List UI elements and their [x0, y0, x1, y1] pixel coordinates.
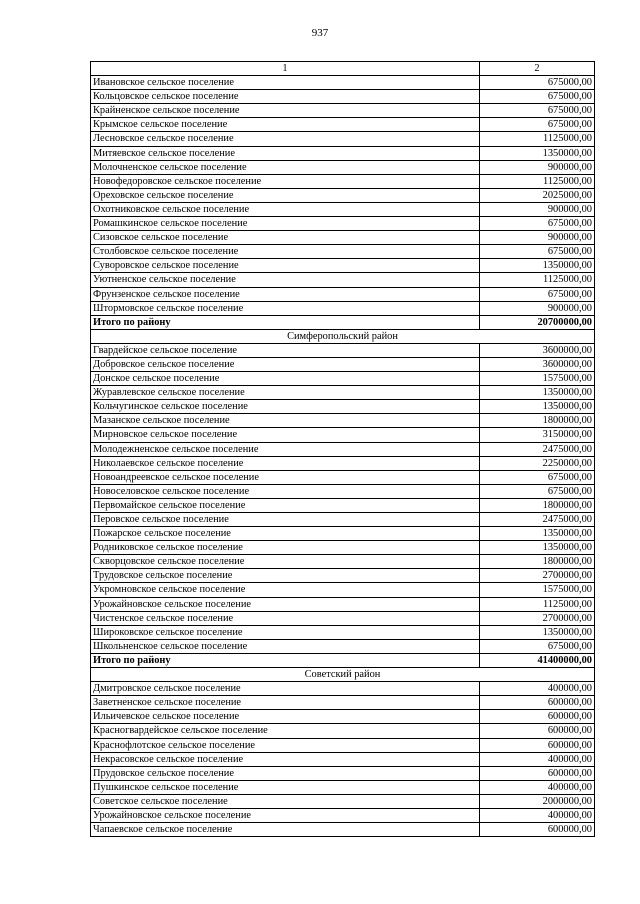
settlement-row: [91, 400, 595, 414]
settlement-amount: 675000,00: [480, 104, 595, 118]
settlement-name: Гвардейское сельское поселение: [91, 343, 480, 357]
settlement-name: Урожайновское сельское поселение: [91, 597, 480, 611]
settlement-name: Столбовское сельское поселение: [91, 245, 480, 259]
settlement-row: [91, 188, 595, 202]
settlement-amount: 600000,00: [480, 766, 595, 780]
settlement-name: Журавлевское сельское поселение: [91, 386, 480, 400]
settlement-row: [91, 456, 595, 470]
settlement-row: [91, 555, 595, 569]
settlement-name: Трудовское сельское поселение: [91, 569, 480, 583]
settlement-name: Пожарское сельское поселение: [91, 527, 480, 541]
settlement-row: [91, 470, 595, 484]
settlement-name: Перовское сельское поселение: [91, 513, 480, 527]
settlement-amount: 1800000,00: [480, 414, 595, 428]
settlement-row: [91, 231, 595, 245]
settlement-name: Краснофлотское сельское поселение: [91, 738, 480, 752]
settlement-row: [91, 682, 595, 696]
settlement-name: Молодежненское сельское поселение: [91, 442, 480, 456]
settlement-amount: 1125000,00: [480, 132, 595, 146]
settlement-name: Новоселовское сельское поселение: [91, 484, 480, 498]
settlement-name: Широковское сельское поселение: [91, 625, 480, 639]
settlement-amount: 900000,00: [480, 160, 595, 174]
settlement-amount: 1350000,00: [480, 527, 595, 541]
settlement-name: Ореховское сельское поселение: [91, 188, 480, 202]
settlement-row: [91, 597, 595, 611]
settlement-row: [91, 484, 595, 498]
settlement-name: Советское сельское поселение: [91, 794, 480, 808]
settlement-amount: 3600000,00: [480, 343, 595, 357]
settlement-amount: 1125000,00: [480, 273, 595, 287]
settlement-row: [91, 583, 595, 597]
settlement-name: Пушкинское сельское поселение: [91, 780, 480, 794]
settlement-amount: 2475000,00: [480, 513, 595, 527]
settlement-amount: 1350000,00: [480, 146, 595, 160]
settlement-row: [91, 343, 595, 357]
total-amount: 20700000,00: [480, 315, 595, 329]
settlement-amount: 675000,00: [480, 484, 595, 498]
settlement-name: Крайненское сельское поселение: [91, 104, 480, 118]
settlement-name: Молочненское сельское поселение: [91, 160, 480, 174]
settlement-row: [91, 794, 595, 808]
settlement-name: Красногвардейское сельское поселение: [91, 724, 480, 738]
page-number: 937: [311, 27, 329, 39]
settlement-name: Чапаевское сельское поселение: [91, 823, 480, 837]
settlement-name: Кольцовское сельское поселение: [91, 90, 480, 104]
settlement-name: Мазанское сельское поселение: [91, 414, 480, 428]
settlement-row: [91, 527, 595, 541]
settlement-amount: 1575000,00: [480, 583, 595, 597]
settlement-name: Ильичевское сельское поселение: [91, 710, 480, 724]
settlement-row: [91, 245, 595, 259]
settlement-name: Донское сельское поселение: [91, 372, 480, 386]
table-header-row: [91, 62, 595, 76]
settlement-amount: 1125000,00: [480, 597, 595, 611]
settlement-amount: 400000,00: [480, 808, 595, 822]
settlement-amount: 3600000,00: [480, 357, 595, 371]
settlement-row: [91, 76, 595, 90]
settlement-name: Школьненское сельское поселение: [91, 639, 480, 653]
settlement-amount: 1350000,00: [480, 541, 595, 555]
district-section-row: [91, 668, 595, 682]
settlement-row: [91, 202, 595, 216]
settlement-row: [91, 259, 595, 273]
settlement-row: [91, 160, 595, 174]
settlement-name: Чистенское сельское поселение: [91, 611, 480, 625]
settlement-row: [91, 710, 595, 724]
settlement-amount: 400000,00: [480, 780, 595, 794]
settlement-amount: 1350000,00: [480, 400, 595, 414]
settlement-name: Дмитровское сельское поселение: [91, 682, 480, 696]
settlement-row: [91, 696, 595, 710]
settlement-name: Сизовское сельское поселение: [91, 231, 480, 245]
settlement-row: [91, 724, 595, 738]
settlement-row: [91, 442, 595, 456]
settlement-amount: 2700000,00: [480, 569, 595, 583]
settlement-row: [91, 766, 595, 780]
district-name: Симферопольский район: [91, 329, 595, 343]
settlement-name: Урожайновское сельское поселение: [91, 808, 480, 822]
settlement-amount: 400000,00: [480, 682, 595, 696]
settlement-name: Мирновское сельское поселение: [91, 428, 480, 442]
settlement-name: Родниковское сельское поселение: [91, 541, 480, 555]
settlement-row: [91, 823, 595, 837]
settlement-amount: 600000,00: [480, 823, 595, 837]
settlement-row: [91, 372, 595, 386]
district-name: Советский район: [91, 668, 595, 682]
settlement-amount: 900000,00: [480, 231, 595, 245]
settlement-row: [91, 541, 595, 555]
settlement-row: [91, 513, 595, 527]
district-total-row: [91, 653, 595, 667]
settlement-amount: 600000,00: [480, 738, 595, 752]
settlement-name: Прудовское сельское поселение: [91, 766, 480, 780]
district-total-row: [91, 315, 595, 329]
settlement-row: [91, 752, 595, 766]
settlement-name: Некрасовское сельское поселение: [91, 752, 480, 766]
settlement-row: [91, 132, 595, 146]
settlement-name: Фрунзенское сельское поселение: [91, 287, 480, 301]
settlement-name: Укромновское сельское поселение: [91, 583, 480, 597]
settlement-name: Скворцовское сельское поселение: [91, 555, 480, 569]
settlement-amount: 2025000,00: [480, 188, 595, 202]
settlement-row: [91, 118, 595, 132]
settlement-row: [91, 639, 595, 653]
settlement-row: [91, 287, 595, 301]
settlement-amount: 600000,00: [480, 724, 595, 738]
settlement-row: [91, 386, 595, 400]
settlement-amount: 675000,00: [480, 118, 595, 132]
settlement-amount: 900000,00: [480, 301, 595, 315]
settlement-row: [91, 498, 595, 512]
total-label: Итого по району: [91, 653, 480, 667]
settlement-amount: 675000,00: [480, 287, 595, 301]
settlement-row: [91, 611, 595, 625]
settlement-row: [91, 428, 595, 442]
settlement-name: Крымское сельское поселение: [91, 118, 480, 132]
total-amount: 41400000,00: [480, 653, 595, 667]
settlement-amount: 675000,00: [480, 639, 595, 653]
settlement-amount: 900000,00: [480, 202, 595, 216]
settlement-row: [91, 780, 595, 794]
settlement-name: Лесновское сельское поселение: [91, 132, 480, 146]
settlement-row: [91, 146, 595, 160]
settlement-row: [91, 625, 595, 639]
table-body: [91, 62, 595, 837]
settlement-amount: 2000000,00: [480, 794, 595, 808]
settlement-name: Николаевское сельское поселение: [91, 456, 480, 470]
settlement-row: [91, 738, 595, 752]
settlement-name: Суворовское сельское поселение: [91, 259, 480, 273]
settlement-amount: 1350000,00: [480, 259, 595, 273]
settlement-amount: 1350000,00: [480, 386, 595, 400]
settlement-amount: 600000,00: [480, 710, 595, 724]
settlement-amount: 1350000,00: [480, 625, 595, 639]
column-header-2: 2: [480, 62, 595, 76]
allocation-table: [90, 61, 595, 837]
settlement-amount: 675000,00: [480, 470, 595, 484]
settlement-name: Новоандреевское сельское поселение: [91, 470, 480, 484]
settlement-name: Штормовское сельское поселение: [91, 301, 480, 315]
settlement-amount: 675000,00: [480, 245, 595, 259]
settlement-amount: 1575000,00: [480, 372, 595, 386]
settlement-row: [91, 569, 595, 583]
settlement-amount: 3150000,00: [480, 428, 595, 442]
settlement-name: Первомайское сельское поселение: [91, 498, 480, 512]
settlement-name: Заветненское сельское поселение: [91, 696, 480, 710]
settlement-amount: 2700000,00: [480, 611, 595, 625]
settlement-amount: 1800000,00: [480, 555, 595, 569]
settlement-row: [91, 273, 595, 287]
settlement-row: [91, 414, 595, 428]
settlement-amount: 675000,00: [480, 90, 595, 104]
settlement-amount: 2475000,00: [480, 442, 595, 456]
settlement-row: [91, 217, 595, 231]
settlement-row: [91, 808, 595, 822]
settlement-name: Ивановское сельское поселение: [91, 76, 480, 90]
settlement-name: Ромашкинское сельское поселение: [91, 217, 480, 231]
settlement-amount: 600000,00: [480, 696, 595, 710]
district-section-row: [91, 329, 595, 343]
settlement-name: Добровское сельское поселение: [91, 357, 480, 371]
settlement-amount: 1125000,00: [480, 174, 595, 188]
settlement-name: Новофедоровское сельское поселение: [91, 174, 480, 188]
settlement-row: [91, 357, 595, 371]
settlement-row: [91, 301, 595, 315]
settlement-amount: 400000,00: [480, 752, 595, 766]
settlement-amount: 675000,00: [480, 76, 595, 90]
settlement-row: [91, 104, 595, 118]
total-label: Итого по району: [91, 315, 480, 329]
settlement-row: [91, 90, 595, 104]
settlement-name: Митяевское сельское поселение: [91, 146, 480, 160]
settlement-amount: 675000,00: [480, 217, 595, 231]
settlement-row: [91, 174, 595, 188]
settlement-name: Кольчугинское сельское поселение: [91, 400, 480, 414]
column-header-1: 1: [91, 62, 480, 76]
settlement-name: Охотниковское сельское поселение: [91, 202, 480, 216]
settlement-name: Уютненское сельское поселение: [91, 273, 480, 287]
settlement-amount: 2250000,00: [480, 456, 595, 470]
settlement-amount: 1800000,00: [480, 498, 595, 512]
